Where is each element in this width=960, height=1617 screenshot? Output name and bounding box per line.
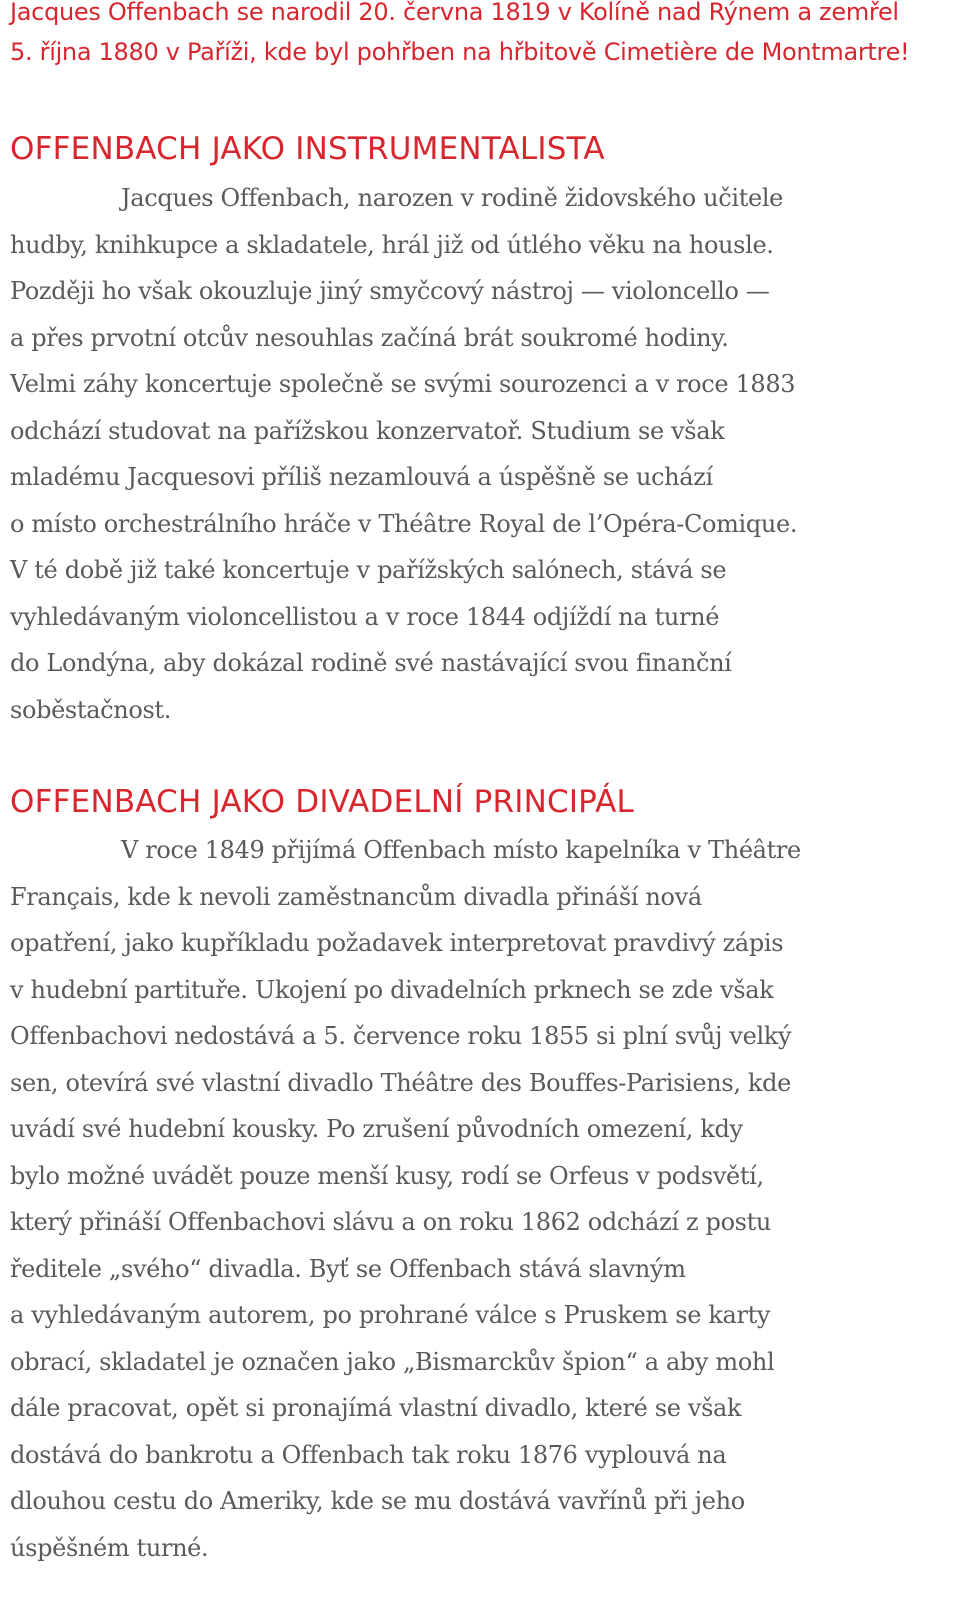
body-line: a přes prvotní otcův nesouhlas začíná brát soukromé hodiny. — [10, 323, 729, 352]
body-line: vyhledávaným violoncellistou a v roce 1844 odjíždí na turné — [10, 602, 720, 631]
body-line: Velmi záhy koncertuje společně se svými sourozenci a v roce 1883 — [10, 370, 796, 398]
section-body-theatre-principal — [10, 827, 801, 1571]
body-line: sen, otevírá své vlastní divadlo Théâtre des Bouffes-Parisiens, kde — [10, 1068, 791, 1097]
body-line: a vyhledávaným autorem, po prohrané válce s Pruskem se karty — [10, 1301, 771, 1329]
intro-paragraph — [10, 0, 940, 72]
body-line: který přináší Offenbachovi slávu a on roku 1862 odchází z postu — [10, 1208, 772, 1236]
section-title-instrumentalist: OFFENBACH JAKO INSTRUMENTALISTA — [10, 131, 605, 167]
intro-line: 5. října 1880 v Paříži, kde byl pohřben na hřbitově Cimetière de Montmartre! — [10, 38, 910, 66]
body-line: V roce 1849 přijímá Offenbach místo kapelníka v Théâtre — [121, 836, 801, 864]
body-line: Offenbachovi nedostává a 5. července roku 1855 si plní svůj velký — [10, 1022, 792, 1050]
section-title-theatre-principal: OFFENBACH JAKO DIVADELNÍ PRINCIPÁL — [10, 784, 634, 820]
body-line: opatření, jako kupříkladu požadavek interpretovat pravdivý zápis — [10, 929, 784, 957]
body-line: hudby, knihkupce a skladatele, hrál již od útlého věku na housle. — [10, 230, 774, 259]
body-line: odchází studovat na pařížskou konzervatoř. Studium se však — [10, 416, 725, 445]
body-line: v hudební partituře. Ukojení po divadelních prknech se zde však — [10, 975, 774, 1004]
body-line: obrací, skladatel je označen jako „Bismarckův špion“ a aby mohl — [10, 1347, 775, 1376]
body-line: mladému Jacquesovi příliš nezamlouvá a úspěšně se uchází — [10, 463, 713, 491]
body-line: Později ho však okouzluje jiný smyčcový nástroj — violoncello — — [10, 277, 770, 305]
intro-line: Jacques Offenbach se narodil 20. června 1819 v Kolíně nad Rýnem a zemřel — [10, 0, 899, 26]
body-line: bylo možné uvádět pouze menší kusy, rodí se Orfeus v podsvětí, — [10, 1161, 764, 1190]
body-line: dlouhou cestu do Ameriky, kde se mu dostává vavřínů při jeho — [10, 1487, 745, 1515]
body-line: dále pracovat, opět si pronajímá vlastní divadlo, které se však — [10, 1394, 742, 1422]
body-line: o místo orchestrálního hráče v Théâtre Royal de l’Opéra-Comique. — [10, 509, 798, 538]
body-line: soběstačnost. — [10, 695, 171, 724]
body-line: uvádí své hudební kousky. Po zrušení původních omezení, kdy — [10, 1115, 743, 1143]
body-line: Jacques Offenbach, narozen v rodině židovského učitele — [121, 184, 784, 212]
section-body-instrumentalist — [10, 175, 797, 733]
body-line: do Londýna, aby dokázal rodině své nastávající svou finanční — [10, 649, 732, 677]
body-line: Français, kde k nevoli zaměstnancům divadla přináší nová — [10, 882, 702, 911]
document-page — [10, 0, 940, 1562]
body-line: dostává do bankrotu a Offenbach tak roku 1876 vyplouvá na — [10, 1440, 727, 1469]
body-line: ředitele „svého“ divadla. Byť se Offenbach stává slavným — [10, 1254, 686, 1283]
body-line: V té době již také koncertuje v pařížských salónech, stává se — [10, 556, 727, 584]
body-line: úspěšném turné. — [10, 1533, 209, 1562]
